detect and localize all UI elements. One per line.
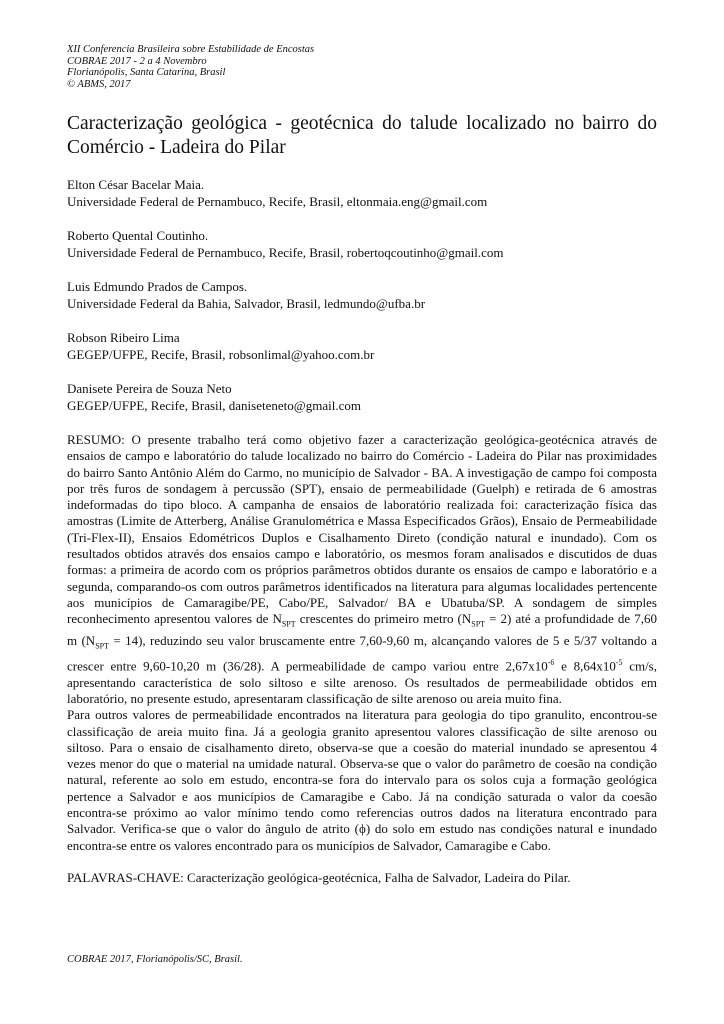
- author-name: Elton César Bacelar Maia.: [67, 177, 205, 192]
- author-affiliation: Universidade Federal de Pernambuco, Recife, Brasil, eltonmaia.eng@gmail.com: [67, 193, 488, 209]
- author-affiliation: Universidade Federal da Bahia, Salvador, Brasil, ledmundo@ufba.br: [67, 295, 426, 311]
- author-affiliation: Universidade Federal de Pernambuco, Recife, Brasil, robertoqcoutinho@gmail.com: [67, 244, 504, 260]
- conference-header: [67, 44, 657, 90]
- author-name: Robson Ribeiro Lima: [67, 330, 180, 345]
- keywords: PALAVRAS-CHAVE: Caracterização geológica-geotécnica, Falha de Salvador, Ladeira do Pilar.: [67, 869, 571, 885]
- author-block: [67, 177, 657, 210]
- paper-page: [67, 44, 657, 886]
- page-footer: COBRAE 2017, Florianópolis/SC, Brasil.: [67, 954, 243, 965]
- author-list: [67, 177, 657, 414]
- header-line-event: COBRAE 2017 - 2 a 4 Novembro: [67, 55, 207, 67]
- author-block: [67, 330, 657, 363]
- author-block: [67, 228, 657, 261]
- paper-title: Caracterização geológica - geotécnica do talude localizado no bairro do Comércio - Ladeira do Pilar: [67, 113, 657, 158]
- author-affiliation: GEGEP/UFPE, Recife, Brasil, robsonlimal@yahoo.com.br: [67, 346, 375, 362]
- abstract: [67, 432, 657, 854]
- abstract-paragraph-1: RESUMO: O presente trabalho terá como objetivo fazer a caracterização geológica-geotécnica através de ensaios de campo e laboratório do talude localizado no bairro do Comércio - Ladeira do Pilar nas proximidades do bairro Santo Antônio Além do Carmo, no município de Salvador - BA. A investigação de campo foi composta por três furos de sondagem à percussão (SPT), ensaio de permeabilidade (Guelph) e retirada de 6 amostras indeformadas do tipo bloco. A campanha de ensaios de laboratório realizada foi: caracterização física das amostras (Limite de Atterberg, Análise Granulométrica e Massa Especificados Grãos), Ensaio de Permeabilidade (Tri-Flex-II), Ensaios Edométricos Duplos e Cisalhamento Direto (condição natural e inundado). Com os resultados obtidos através dos ensaios campo e laboratório, os mesmos foram analisados e discutidos de duas formas: a primeira de acordo com os próprios parâmetros obtidos durante os ensaios de campo e laboratório e a segunda, comparando-os com outros parâmetros identificados na literatura para algumas localidades pertencente aos municípios de Camaragibe/PE, Cabo/PE, Salvador/ BA e Ubatuba/SP. A sondagem de simples reconhecimento apresentou valores de $N_{SPT}$ crescentes do primeiro metro $(N_{SPT} = 2)$ até a profundidade de 7,60 m $(N_{SPT} = 14)$, reduzindo seu valor bruscamente entre 7,60-9,60 m, alcançando valores de 5 e 5/37 voltando a crescer entre 9,60-10,20 m (36/28). A permeabilidade de campo variou entre $2,67x10^{-6}$ e $8,64x10^{-5}$ cm/s, apresentando característica de solo siltoso e silte arenoso. Os resultados de permeabilidade obtidos em laboratório, no presente estudo, apresentaram classificação de silte arenoso ou areia muito fina.: [67, 432, 657, 706]
- author-name: Danisete Pereira de Souza Neto: [67, 381, 232, 396]
- author-block: [67, 381, 657, 414]
- header-line-copyright: © ABMS, 2017: [67, 78, 131, 90]
- header-line-location: Florianópolis, Santa Catarina, Brasil: [67, 67, 226, 78]
- author-name: Roberto Quental Coutinho.: [67, 228, 209, 243]
- author-block: [67, 279, 657, 312]
- author-affiliation: GEGEP/UFPE, Recife, Brasil, daniseteneto@gmail.com: [67, 397, 361, 413]
- abstract-paragraph-2: Para outros valores de permeabilidade encontrados na literatura para geologia do tipo granulito, encontrou-se classificação de areia muito fina. Já a geologia granito apresentou valores classificação de silte arenoso ou siltoso. Para o ensaio de cisalhamento direto, observa-se que a coesão do material inundado se apresentou 4 vezes menor do que o material na umidade natural. Observa-se que o valor do parâmetro de coesão na condição natural, referente ao solo em estudo, encontra-se fora do intervalo para os solos cuja a formação geológica pertence a Salvador e aos municípios de Camaragibe e Cabo. Já na condição saturada o valor da coesão encontra-se próximo ao valor mínimo tendo como referencias outros dados na literatura encontrado para Salvador. Verifica-se que o valor do ângulo de atrito (ϕ) do solo em estudo nas condições natural e inundado encontra-se entre os valores encontrado para os municípios de Salvador, Camaragibe e Cabo.: [67, 707, 657, 853]
- header-line-conference: XII Conferencia Brasileira sobre Estabilidade de Encostas: [67, 44, 315, 55]
- author-name: Luis Edmundo Prados de Campos.: [67, 279, 248, 294]
